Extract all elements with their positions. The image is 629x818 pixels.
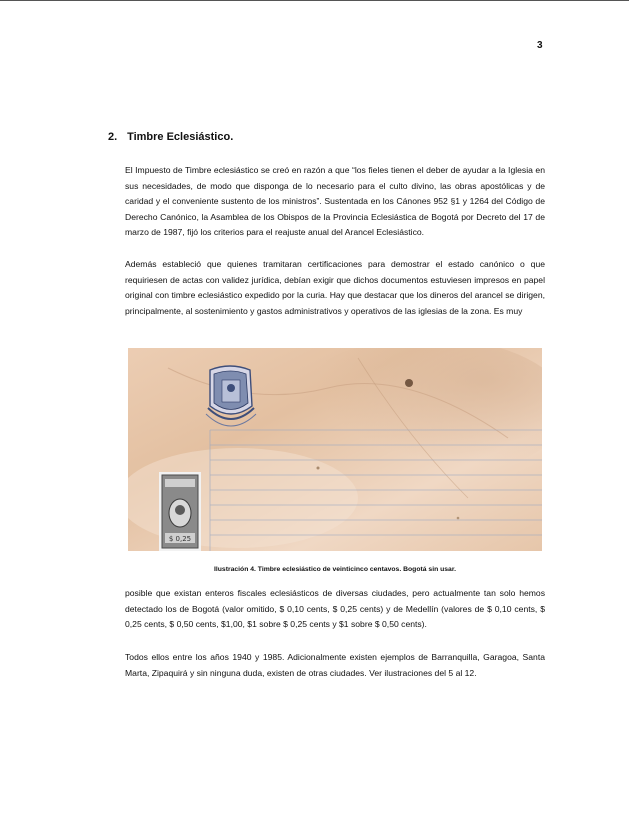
stain-mark <box>405 379 413 387</box>
paragraph-2: Además estableció que quienes tramitaran certificaciones para demostrar el estado canónico o que requiriesen de actas con validez jurídica, debían exigir que dichos documentos estuviesen impresos en papel original con timbre eclesiástico expedido por la curia. Hay que destacar que los dineros del arancel se dirigen, principalmente, al sostenimiento y gastos administrativos y operativos de las iglesias de la zona. Es muy <box>125 259 545 316</box>
page-top-rule <box>0 0 629 1</box>
postage-stamp-icon <box>159 472 201 551</box>
section-title: Timbre Eclesiástico. <box>127 131 234 143</box>
page-number: 3 <box>537 40 543 51</box>
section-number: 2. <box>108 131 118 143</box>
paragraph-3: posible que existan enteros fiscales eclesiásticos de diversas ciudades, pero actualmente tan solo hemos detectado los de Bogotá (valor omitido, $ 0,10 cents, $ 0,25 cents) y de Medellín (valores de $ 0,10 cents, $ 0,25 cents, $ 0,50 cents, $1,00, $1 sobre $ 0,25 cents y $1 sobre $ 0,50 cents). <box>125 588 545 630</box>
paragraph-4: Todos ellos entre los años 1940 y 1985. Adicionalmente existen ejemplos de Barranquilla, Garagoa, Santa Marta, Zipaquirá y sin ninguna duda, existen de otras ciudades. Ver ilustraciones del 5 al 12. <box>125 652 545 678</box>
svg-text:$ 0,25: $ 0,25 <box>168 535 192 543</box>
paragraph-1: El Impuesto de Timbre eclesiástico se creó en razón a que “los fieles tienen el deber de ayudar a la Iglesia en sus necesidades, de modo que disponga de lo necesario para el culto divino, las obras apostólicas y de caridad y el conveniente sustento de los ministros”. Sustentada en los Cánones 952 §1 y 1264 del Código de Derecho Canónico, la Asamblea de los Obispos de la Provincia Eclesiástica de Bogotá por Decreto del 17 de marzo de 1987, fijó los criterios para el reajuste anual del Arancel Eclesiástico. <box>125 165 545 238</box>
stationery-photo <box>128 348 542 551</box>
section-heading <box>108 131 233 143</box>
figure-caption: Ilustración 4. Timbre eclesiástico de veinticinco centavos. Bogotá sin usar. <box>213 566 456 573</box>
illustration-image <box>128 348 542 551</box>
